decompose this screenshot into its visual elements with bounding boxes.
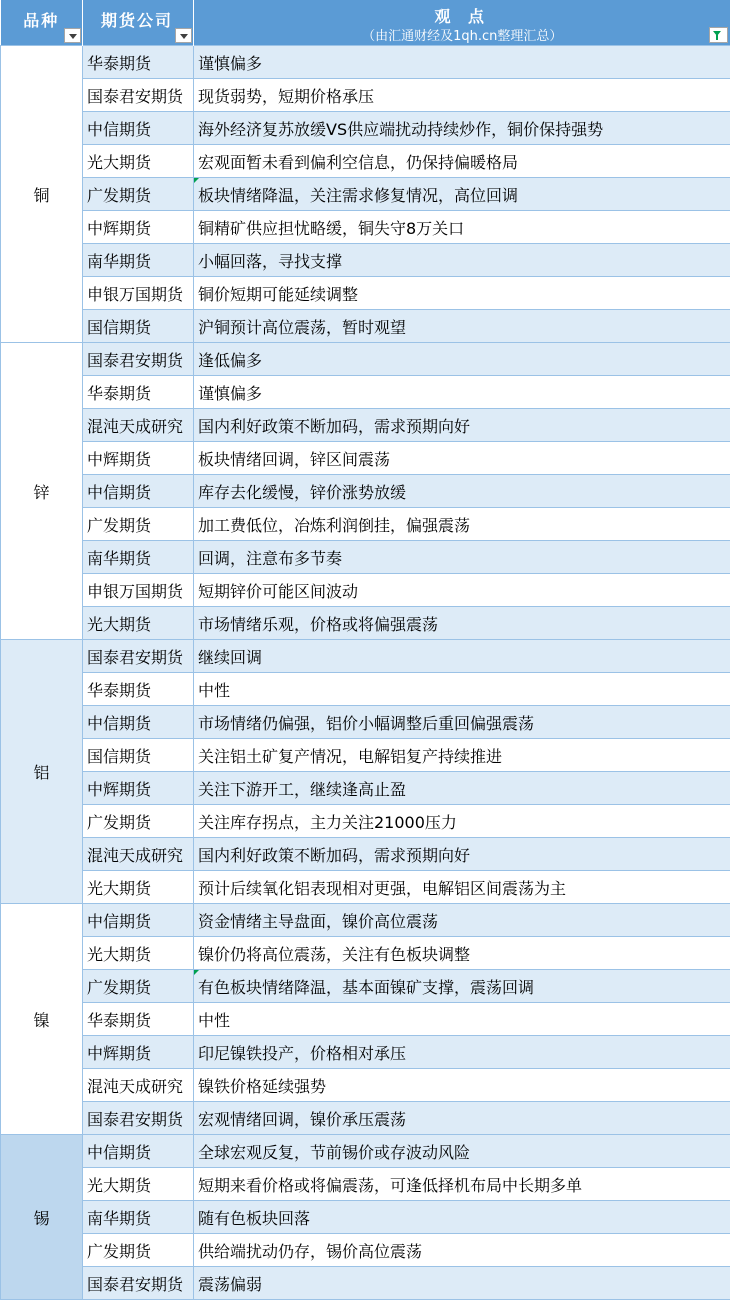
product-cell[interactable]: 锡	[1, 1135, 83, 1300]
company-cell[interactable]: 光大期货	[83, 871, 194, 904]
product-cell[interactable]: 铜	[1, 46, 83, 343]
table-row	[1, 79, 730, 112]
table-row	[1, 640, 730, 673]
view-filter-active-icon[interactable]	[709, 27, 728, 43]
view-cell[interactable]: 供给端扰动仍存，锡价高位震荡	[194, 1234, 730, 1267]
company-cell[interactable]: 广发期货	[83, 178, 194, 211]
product-filter-dropdown-icon[interactable]	[64, 28, 81, 43]
table-row	[1, 1168, 730, 1201]
company-cell[interactable]: 国泰君安期货	[83, 343, 194, 376]
table-row	[1, 1102, 730, 1135]
view-cell[interactable]: 镍铁价格延续强势	[194, 1069, 730, 1102]
table-row	[1, 442, 730, 475]
view-cell[interactable]: 逢低偏多	[194, 343, 730, 376]
company-filter-dropdown-icon[interactable]	[175, 28, 192, 43]
view-cell[interactable]: 市场情绪仍偏强，铝价小幅调整后重回偏强震荡	[194, 706, 730, 739]
view-cell[interactable]: 有色板块情绪降温，基本面镍矿支撑，震荡回调	[194, 970, 730, 1003]
company-cell[interactable]: 中辉期货	[83, 442, 194, 475]
product-cell[interactable]: 镍	[1, 904, 83, 1135]
cell-comment-marker-icon	[194, 970, 199, 975]
company-cell[interactable]: 中信期货	[83, 904, 194, 937]
company-cell[interactable]: 华泰期货	[83, 673, 194, 706]
company-cell[interactable]: 华泰期货	[83, 376, 194, 409]
view-cell[interactable]: 资金情绪主导盘面，镍价高位震荡	[194, 904, 730, 937]
header-company-label: 期货公司	[101, 11, 174, 30]
view-cell[interactable]: 继续回调	[194, 640, 730, 673]
company-cell[interactable]: 华泰期货	[83, 46, 194, 79]
company-cell[interactable]: 广发期货	[83, 508, 194, 541]
view-cell[interactable]: 市场情绪乐观，价格或将偏强震荡	[194, 607, 730, 640]
company-cell[interactable]: 混沌天成研究	[83, 409, 194, 442]
company-cell[interactable]: 广发期货	[83, 1234, 194, 1267]
view-cell[interactable]: 谨慎偏多	[194, 376, 730, 409]
view-cell[interactable]: 宏观情绪回调，镍价承压震荡	[194, 1102, 730, 1135]
table-row	[1, 1234, 730, 1267]
table-row	[1, 277, 730, 310]
table-row	[1, 244, 730, 277]
table-row	[1, 46, 730, 79]
table-row	[1, 574, 730, 607]
company-cell[interactable]: 中辉期货	[83, 772, 194, 805]
view-cell[interactable]: 加工费低位，冶炼利润倒挂，偏强震荡	[194, 508, 730, 541]
table-row	[1, 772, 730, 805]
view-cell[interactable]: 小幅回落，寻找支撑	[194, 244, 730, 277]
table-row	[1, 739, 730, 772]
header-row	[1, 0, 730, 46]
table-row	[1, 1135, 730, 1168]
view-cell[interactable]: 现货弱势，短期价格承压	[194, 79, 730, 112]
company-cell[interactable]: 南华期货	[83, 1201, 194, 1234]
view-cell[interactable]: 短期来看价格或将偏震荡，可逢低择机布局中长期多单	[194, 1168, 730, 1201]
table-row	[1, 904, 730, 937]
table-body	[1, 46, 730, 1300]
view-cell[interactable]: 库存去化缓慢，锌价涨势放缓	[194, 475, 730, 508]
table-row	[1, 1003, 730, 1036]
company-cell[interactable]: 国信期货	[83, 739, 194, 772]
view-cell[interactable]: 预计后续氧化铝表现相对更强，电解铝区间震荡为主	[194, 871, 730, 904]
table-row	[1, 376, 730, 409]
company-cell[interactable]: 南华期货	[83, 244, 194, 277]
table-row	[1, 1201, 730, 1234]
company-cell[interactable]: 中信期货	[83, 475, 194, 508]
company-cell[interactable]: 混沌天成研究	[83, 1069, 194, 1102]
view-cell[interactable]: 沪铜预计高位震荡，暂时观望	[194, 310, 730, 343]
table-row	[1, 673, 730, 706]
view-cell[interactable]: 关注铝土矿复产情况，电解铝复产持续推进	[194, 739, 730, 772]
table-row	[1, 970, 730, 1003]
view-cell[interactable]: 全球宏观反复，节前锡价或存波动风险	[194, 1135, 730, 1168]
table-row	[1, 178, 730, 211]
table-row	[1, 145, 730, 178]
table-row	[1, 706, 730, 739]
header-company	[83, 0, 194, 46]
cell-comment-marker-icon	[194, 178, 199, 183]
table-row	[1, 112, 730, 145]
view-cell[interactable]: 国内利好政策不断加码，需求预期向好	[194, 838, 730, 871]
view-cell[interactable]: 印尼镍铁投产，价格相对承压	[194, 1036, 730, 1069]
table-row	[1, 1267, 730, 1300]
table-row	[1, 937, 730, 970]
company-cell[interactable]: 光大期货	[83, 607, 194, 640]
table-row	[1, 607, 730, 640]
view-cell[interactable]: 关注下游开工，继续逢高止盈	[194, 772, 730, 805]
company-cell[interactable]: 南华期货	[83, 541, 194, 574]
company-cell[interactable]: 光大期货	[83, 145, 194, 178]
view-cell[interactable]: 海外经济复苏放缓VS供应端扰动持续炒作，铜价保持强势	[194, 112, 730, 145]
table-row	[1, 1069, 730, 1102]
company-cell[interactable]: 混沌天成研究	[83, 838, 194, 871]
company-cell[interactable]: 中辉期货	[83, 211, 194, 244]
view-cell[interactable]: 中性	[194, 1003, 730, 1036]
company-cell[interactable]: 中信期货	[83, 112, 194, 145]
table-row	[1, 310, 730, 343]
product-cell[interactable]: 铝	[1, 640, 83, 904]
table-row	[1, 838, 730, 871]
view-cell[interactable]: 震荡偏弱	[194, 1267, 730, 1300]
company-cell[interactable]: 国泰君安期货	[83, 1102, 194, 1135]
view-cell[interactable]: 宏观面暂未看到偏利空信息，仍保持偏暖格局	[194, 145, 730, 178]
company-cell[interactable]: 光大期货	[83, 1168, 194, 1201]
view-cell[interactable]: 随有色板块回落	[194, 1201, 730, 1234]
header-view-title: 观 点	[434, 7, 491, 26]
view-cell[interactable]: 铜价短期可能延续调整	[194, 277, 730, 310]
table-row	[1, 1036, 730, 1069]
view-cell[interactable]: 短期锌价可能区间波动	[194, 574, 730, 607]
table-row	[1, 475, 730, 508]
company-cell[interactable]: 申银万国期货	[83, 574, 194, 607]
header-view-subtitle: （由汇通财经及1qh.cn整理汇总）	[362, 29, 563, 44]
header-product	[1, 0, 83, 46]
header-view	[194, 0, 730, 46]
table-row	[1, 211, 730, 244]
company-cell[interactable]: 国泰君安期货	[83, 79, 194, 112]
view-cell[interactable]: 中性	[194, 673, 730, 706]
table-row	[1, 871, 730, 904]
company-cell[interactable]: 中辉期货	[83, 1036, 194, 1069]
table-row	[1, 343, 730, 376]
company-cell[interactable]: 广发期货	[83, 805, 194, 838]
company-cell[interactable]: 中信期货	[83, 1135, 194, 1168]
header-product-label: 品种	[23, 11, 60, 30]
view-cell[interactable]: 回调，注意布多节奏	[194, 541, 730, 574]
company-cell[interactable]: 国信期货	[83, 310, 194, 343]
view-cell[interactable]: 谨慎偏多	[194, 46, 730, 79]
table-row	[1, 409, 730, 442]
table-row	[1, 541, 730, 574]
view-cell[interactable]: 镍价仍将高位震荡，关注有色板块调整	[194, 937, 730, 970]
table-row	[1, 508, 730, 541]
view-cell[interactable]: 关注库存拐点，主力关注21000压力	[194, 805, 730, 838]
company-cell[interactable]: 广发期货	[83, 970, 194, 1003]
view-cell[interactable]: 铜精矿供应担忧略缓，铜失守8万关口	[194, 211, 730, 244]
company-cell[interactable]: 光大期货	[83, 937, 194, 970]
view-cell[interactable]: 板块情绪回调，锌区间震荡	[194, 442, 730, 475]
company-cell[interactable]: 华泰期货	[83, 1003, 194, 1036]
table-row	[1, 805, 730, 838]
product-cell[interactable]: 锌	[1, 343, 83, 640]
company-cell[interactable]: 国泰君安期货	[83, 1267, 194, 1300]
company-cell[interactable]: 中信期货	[83, 706, 194, 739]
view-cell[interactable]: 板块情绪降温，关注需求修复情况，高位回调	[194, 178, 730, 211]
company-cell[interactable]: 申银万国期货	[83, 277, 194, 310]
view-cell[interactable]: 国内利好政策不断加码，需求预期向好	[194, 409, 730, 442]
company-cell[interactable]: 国泰君安期货	[83, 640, 194, 673]
